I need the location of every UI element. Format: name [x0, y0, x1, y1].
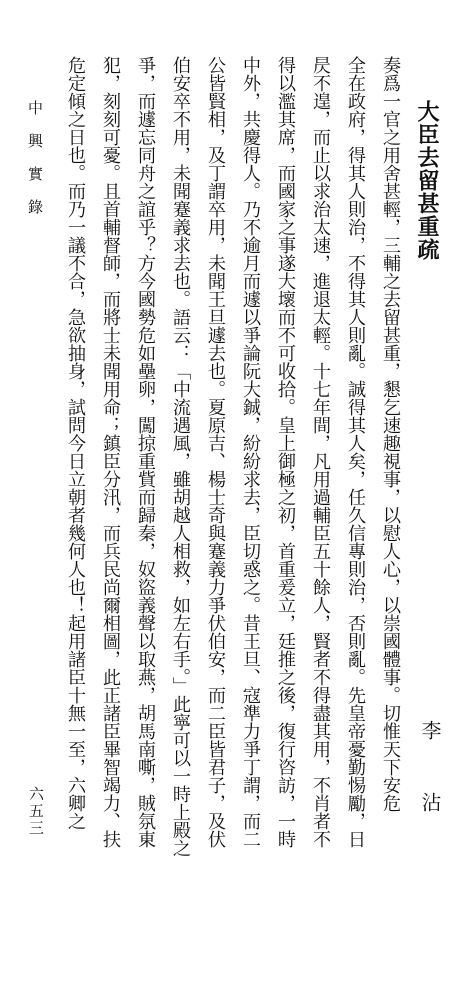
- text-column: 危定傾之日也。而乃一議不合，急欲抽身，試問今日立朝者幾何人也！起用諸臣十無一至，六卿之: [65, 56, 86, 830]
- document-title: 大臣去留甚重疏: [414, 100, 440, 261]
- text-column: 犯，刻刻可憂。且首輔督師，而將士未聞用命；鎮臣分汛，而兵民尚爾相圖，此正諸臣畢智竭力、扶: [100, 56, 121, 848]
- text-column: 奏爲一官之用舍甚輕，三輔之去留甚重，懇乞速趣視事，以慰人心，以崇國體事。切惟天下安危: [380, 56, 401, 812]
- text-column: 公皆賢相，及丁謂卒用，未聞王旦遽去也。夏原吉、楊士奇與蹇義力爭伏伯安，而二臣皆君子，及伏: [205, 56, 226, 848]
- text-column: 爭，而遽忘同舟之誼乎？方今國勢危如壘卵，闖掠重貲而歸秦，奴盜義聲以取燕，胡馬南嘶，賊氛東: [135, 56, 156, 848]
- text-column: 中外，共慶得人。乃不逾月而遽以爭論阮大鋮，紛紛求去，臣切惑之。昔王旦、寇準力爭丁謂，而二: [240, 56, 261, 848]
- text-column: 伯安卒不用，未聞蹇義求去也。語云：「中流遇風，雖胡越人相救，如左右手。」此寧可以一時上殿之: [170, 56, 191, 857]
- book-title: 中興實錄: [26, 100, 44, 232]
- page-number: 六五三: [27, 786, 45, 837]
- text-column: 全在政府，得其人則治，不得其人則亂。誠得其人矣，任久信專則治，否則亂。先皇帝憂勤惕勵，日: [345, 56, 366, 848]
- text-column: 得以濫其席，而國家之事遂大壞而不可收拾。皇上御極之初，首重爰立，廷推之後，復行咨訪，一時: [275, 56, 296, 848]
- author-name: 李 沾: [418, 720, 442, 826]
- text-column: 昃不遑，而止以求治太速，進退太輕。十七年間，凡用過輔臣五十餘人，賢者不得盡其用，不肖者不: [310, 56, 331, 848]
